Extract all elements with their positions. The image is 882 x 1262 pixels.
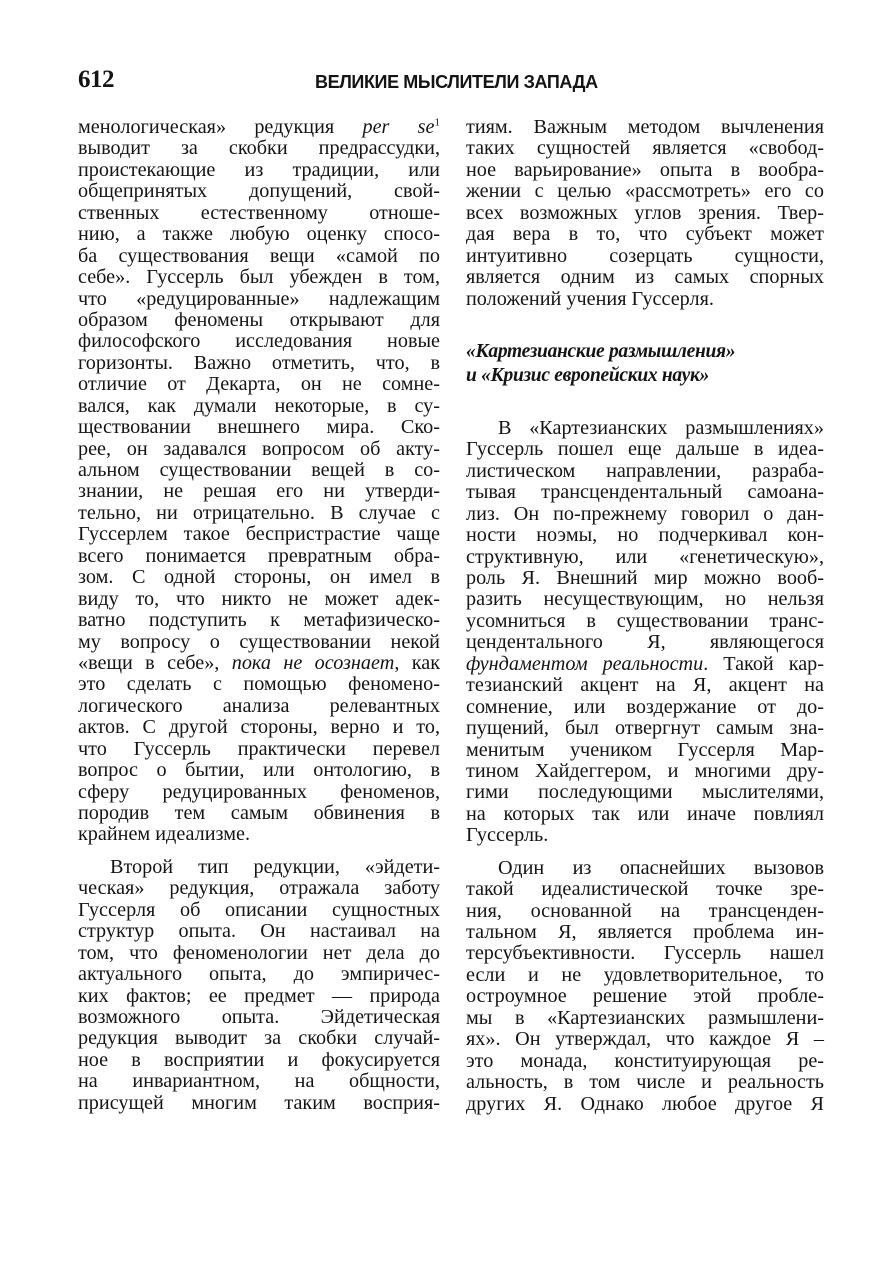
left-column xyxy=(78,117,440,1114)
text-line: мы в «Картезианских размышлени- xyxy=(466,1006,824,1029)
text-line: актуального опыта, до эмпиричес- xyxy=(78,963,440,986)
text-line: усомниться в существовании транс- xyxy=(466,609,824,632)
text-line: ния, основанной на трансценден- xyxy=(466,899,824,922)
text-line: Гуссерля об описании сущностных xyxy=(78,898,440,921)
paragraph xyxy=(466,858,824,1115)
text-line: горизонты. Важно отметить, что, в xyxy=(78,351,440,374)
text-line: возможного опыта. Эйдетическая xyxy=(78,1005,440,1028)
text-line: породив тем самым обвинения в xyxy=(78,802,440,824)
text-line: листическом направлении, разраба- xyxy=(466,459,824,482)
running-head: ВЕЛИКИЕ МЫСЛИТЕЛИ ЗАПАДА xyxy=(315,72,598,92)
text-line: сомнение, или воздержание от до- xyxy=(466,695,824,718)
text-line: ба существования вещи «самой по xyxy=(78,244,440,267)
text-line: что Гуссерль практически перевел xyxy=(78,737,440,760)
text-line: актов. С другой стороны, верно и то, xyxy=(78,716,440,739)
text-line: на инвариантном, на общности, xyxy=(78,1070,440,1093)
text-line: тиям. Важным методом вычленения xyxy=(466,116,824,138)
text-line: философского исследования новые xyxy=(78,330,440,353)
text-line: общепринятых допущений, свой- xyxy=(78,180,440,203)
text-line: цендентального Я, являющегося xyxy=(466,631,824,654)
text-line: терсубъективности. Гуссерль нашел xyxy=(466,942,824,965)
text-line: ческая» редукция, отражала заботу xyxy=(78,877,440,900)
text-line: структур опыта. Он настаивал на xyxy=(78,920,440,943)
text-line: вался, как думали некоторые, в су- xyxy=(78,394,440,417)
text-line: му вопросу о существовании некой xyxy=(78,630,440,653)
text-line: присущей многим таким восприя- xyxy=(78,1091,440,1114)
paragraph xyxy=(466,117,824,310)
paragraph xyxy=(78,857,440,1114)
text-line: что «редуцированные» надлежащим xyxy=(78,287,440,310)
text-line: Гуссерлем такое беспристрастие чаще xyxy=(78,523,440,546)
text-line: других Я. Однако любое другое Я xyxy=(466,1092,824,1115)
text-line: таких сущностей является «свобод- xyxy=(466,137,824,160)
text-line: ности ноэмы, но подчеркивал кон- xyxy=(466,524,824,547)
section-heading xyxy=(466,340,824,388)
text-line: редукция выводит за скобки случай- xyxy=(78,1027,440,1050)
text-line: В «Картезианских размышлениях» xyxy=(498,416,824,439)
text-line: разить несуществующим, но нельзя xyxy=(466,588,824,611)
text-line: себе». Гуссерль был убежден в том, xyxy=(78,266,440,289)
text-line: сферу редуцированных феноменов, xyxy=(78,780,440,803)
text-line: пущений, был отвергнут самым зна- xyxy=(466,717,824,740)
text-line: положений учения Гуссерля. xyxy=(466,287,714,310)
text-line: если и не удовлетворительное, то xyxy=(466,963,824,986)
text-line: ное варьирование» опыта в вообра- xyxy=(466,158,824,181)
text-line: ких фактов; ее предмет — природа xyxy=(78,984,440,1007)
text-line: остроумное решение этой пробле- xyxy=(466,985,824,1008)
text-line: виду то, что никто не может адек- xyxy=(78,587,440,610)
text-line: Второй тип редукции, «эйдети- xyxy=(110,855,440,878)
text-line: дая вера в то, что субъект может xyxy=(466,223,824,246)
text-line: отличие от Декарта, он не сомне- xyxy=(78,373,440,396)
text-line: рее, он задавался вопросом об акту- xyxy=(78,437,440,460)
text-line: Один из опаснейших вызовов xyxy=(498,856,824,879)
text-line: логического анализа релевантных xyxy=(78,694,440,717)
text-line: ях». Он утверждал, что каждое Я – xyxy=(466,1028,824,1051)
text-line: менитым учеником Гуссерля Мар- xyxy=(466,738,824,761)
text-line: альность, в том числе и реальность xyxy=(466,1071,824,1094)
text-line: крайнем идеализме. xyxy=(78,823,251,846)
text-line: тином Хайдеггером, и многими дру- xyxy=(466,759,824,782)
text-line: это монада, конституирующая ре- xyxy=(466,1049,824,1072)
text-line: ватно подступить к метафизическо- xyxy=(78,609,440,632)
text-line: структивную, или «генетическую», xyxy=(466,545,824,568)
text-line: жении с целью «рассмотреть» его со xyxy=(466,180,824,203)
text-line: тезианский акцент на Я, акцент на xyxy=(466,674,824,697)
text-line: роль Я. Внешний мир можно вооб- xyxy=(466,567,824,589)
heading-line: и «Кризис европейских наук» xyxy=(466,364,710,386)
text-line: нию, а также любую оценку спосо- xyxy=(78,223,440,246)
text-line: является одним из самых спорных xyxy=(466,266,824,289)
text-line: такой идеалистической точке зре- xyxy=(466,878,824,901)
text-line: Гуссерль пошел еще дальше в идеа- xyxy=(466,438,824,461)
text-line: ществовании внешнего мира. Ско- xyxy=(78,416,440,439)
text-line: ное в восприятии и фокусируется xyxy=(78,1048,440,1071)
text-line: тывая трансцендентальный самоана- xyxy=(466,481,824,504)
heading-line: «Картезианские размышления» xyxy=(466,340,736,362)
text-line: «вещи в себе», пока не осознает, как xyxy=(78,651,440,674)
text-line: тельно, ни отрицательно. В случае с xyxy=(78,501,440,524)
text-line: лиз. Он по-прежнему говорил о дан- xyxy=(466,502,824,525)
text-line: Гуссерль. xyxy=(466,824,549,847)
text-line: интуитивно созерцать сущности, xyxy=(466,244,824,267)
text-line: всех возможных углов зрения. Твер- xyxy=(466,201,824,224)
right-column xyxy=(466,117,824,1115)
text-line: образом феномены открывают для xyxy=(78,308,440,331)
text-line: тальном Я, является проблема ин- xyxy=(466,921,824,943)
text-line: зом. С одной стороны, он имел в xyxy=(78,566,440,589)
text-line: на которых так или иначе повлиял xyxy=(466,802,824,825)
text-line: фундаментом реальности. Такой кар- xyxy=(466,652,824,675)
text-line: выводит за скобки предрассудки, xyxy=(78,137,440,160)
text-line: проистекающие из традиции, или xyxy=(78,158,440,181)
text-line: альном существовании вещей в со- xyxy=(78,459,440,481)
paragraph xyxy=(466,418,824,847)
text-line: знании, не решая его ни утверди- xyxy=(78,480,440,503)
text-line: менологическая» редукция per $se^1$ xyxy=(78,116,441,138)
text-line: ственных естественному отноше- xyxy=(78,201,440,224)
text-line: вопрос о бытии, или онтологию, в xyxy=(78,759,440,782)
page-number: 612 xyxy=(78,66,114,93)
text-line: это сделать с помощью феномено- xyxy=(78,673,440,696)
text-line: гими последующими мыслителями, xyxy=(466,781,824,804)
text-line: всего понимается превратным обра- xyxy=(78,544,440,567)
paragraph xyxy=(78,117,440,846)
text-line: том, что феноменологии нет дела до xyxy=(78,941,440,964)
